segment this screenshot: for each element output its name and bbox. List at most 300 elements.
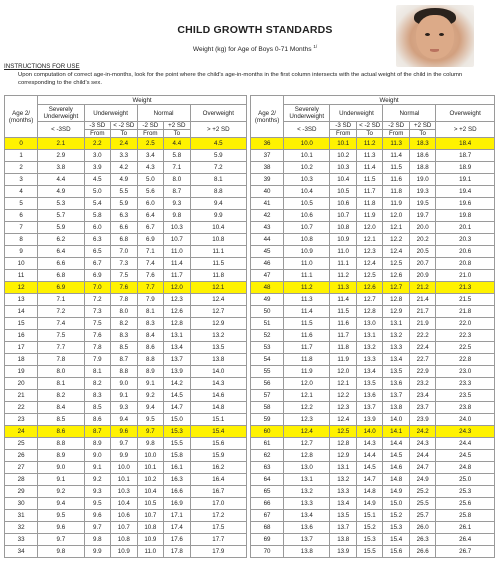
- weight-cell: 9.3: [164, 198, 191, 210]
- age-cell: 59: [251, 414, 284, 426]
- weight-cell: 8.6: [38, 426, 84, 438]
- lt-minus2-header: < -2 SD: [356, 122, 382, 130]
- age-cell: 41: [251, 198, 284, 210]
- weight-cell: 5.8: [164, 150, 191, 162]
- weight-cell: 11.3: [284, 294, 330, 306]
- weight-cell: 22.9: [409, 366, 435, 378]
- weight-cell: 11.4: [330, 294, 356, 306]
- weight-cell: 20.2: [409, 234, 435, 246]
- weight-cell: 19.3: [409, 186, 435, 198]
- weight-cell: 13.4: [356, 366, 382, 378]
- weight-cell: 13.7: [164, 354, 191, 366]
- weight-cell: 15.2: [356, 522, 382, 534]
- weight-cell: 4.4: [38, 174, 84, 186]
- table-row: [5, 498, 247, 510]
- table-row: [251, 270, 495, 282]
- age-cell: 39: [251, 174, 284, 186]
- weight-cell: 10.0: [111, 462, 138, 474]
- weight-cell: 12.8: [383, 294, 409, 306]
- table-row: [251, 138, 495, 150]
- weight-cell: 11.9: [383, 198, 409, 210]
- weight-cell: 10.9: [111, 546, 138, 558]
- table-row: [251, 342, 495, 354]
- weight-cell: 14.1: [383, 426, 409, 438]
- severely-underweight-header: Severely Underweight: [284, 105, 330, 122]
- weight-cell: 8.3: [111, 330, 138, 342]
- weight-cell: 13.6: [383, 378, 409, 390]
- age-cell: 7: [5, 222, 38, 234]
- weight-cell: 12.1: [330, 378, 356, 390]
- weight-cell: 8.5: [84, 402, 111, 414]
- weight-cell: 24.4: [436, 438, 495, 450]
- weight-cell: 8.3: [84, 390, 111, 402]
- page-header: [0, 0, 500, 68]
- weight-cell: 18.9: [436, 162, 495, 174]
- age-cell: 38: [251, 162, 284, 174]
- weight-cell: 7.2: [190, 162, 246, 174]
- weight-cell: 19.5: [409, 198, 435, 210]
- weight-cell: 8.7: [111, 354, 138, 366]
- weight-cell: 9.4: [137, 402, 164, 414]
- table-row: [5, 366, 247, 378]
- weight-cell: 2.2: [84, 138, 111, 150]
- weight-cell: 12.3: [356, 246, 382, 258]
- weight-cell: 12.6: [356, 282, 382, 294]
- age-cell: 27: [5, 462, 38, 474]
- weight-cell: 11.4: [284, 306, 330, 318]
- weight-cell: 23.5: [436, 390, 495, 402]
- weight-cell: 14.4: [356, 450, 382, 462]
- weight-cell: 8.6: [137, 342, 164, 354]
- weight-cell: 9.6: [84, 510, 111, 522]
- table-row: [251, 294, 495, 306]
- weight-cell: 2.5: [137, 138, 164, 150]
- to-header: To: [356, 130, 382, 138]
- weight-cell: 13.4: [164, 342, 191, 354]
- weight-cell: 9.5: [137, 414, 164, 426]
- weight-cell: 12.6: [383, 270, 409, 282]
- weight-cell: 9.9: [111, 450, 138, 462]
- weight-cell: 11.4: [356, 162, 382, 174]
- age-cell: 63: [251, 462, 284, 474]
- weight-cell: 24.7: [409, 462, 435, 474]
- age-cell: 32: [5, 522, 38, 534]
- weight-cell: 12.4: [284, 426, 330, 438]
- weight-header: Weight: [38, 96, 247, 105]
- weight-cell: 18.4: [436, 138, 495, 150]
- weight-cell: 11.1: [284, 270, 330, 282]
- table-row: [251, 366, 495, 378]
- weight-cell: 18.3: [409, 138, 435, 150]
- from-header: From: [137, 130, 164, 138]
- weight-cell: 12.1: [190, 282, 246, 294]
- weight-cell: 7.3: [84, 306, 111, 318]
- weight-cell: 4.5: [84, 174, 111, 186]
- age-cell: 2: [5, 162, 38, 174]
- weight-cell: 7.8: [111, 294, 138, 306]
- weight-cell: 9.1: [38, 474, 84, 486]
- weight-cell: 23.3: [436, 378, 495, 390]
- weight-cell: 8.4: [137, 330, 164, 342]
- weight-cell: 13.5: [190, 342, 246, 354]
- weight-cell: 23.7: [409, 402, 435, 414]
- weight-cell: 9.7: [38, 534, 84, 546]
- weight-cell: 10.7: [137, 510, 164, 522]
- weight-cell: 21.7: [409, 306, 435, 318]
- table-row: [251, 174, 495, 186]
- weight-cell: 12.0: [383, 210, 409, 222]
- weight-cell: 8.2: [84, 378, 111, 390]
- age-cell: 68: [251, 522, 284, 534]
- age-cell: 18: [5, 354, 38, 366]
- weight-cell: 13.3: [330, 486, 356, 498]
- page-title: CHILD GROWTH STANDARDS: [177, 24, 333, 36]
- weight-cell: 13.4: [383, 354, 409, 366]
- from-header: From: [330, 130, 356, 138]
- weight-cell: 11.1: [330, 258, 356, 270]
- table-row: [251, 462, 495, 474]
- weight-cell: 12.7: [356, 294, 382, 306]
- weight-cell: 15.3: [164, 426, 191, 438]
- weight-cell: 10.4: [111, 498, 138, 510]
- weight-cell: 22.8: [436, 354, 495, 366]
- age-cell: 66: [251, 498, 284, 510]
- age-cell: 61: [251, 438, 284, 450]
- weight-cell: 16.4: [190, 474, 246, 486]
- weight-cell: 26.7: [436, 546, 495, 558]
- weight-cell: 5.0: [137, 174, 164, 186]
- weight-cell: 3.9: [84, 162, 111, 174]
- weight-cell: 5.9: [190, 150, 246, 162]
- weight-cell: 13.2: [330, 474, 356, 486]
- weight-cell: 19.7: [409, 210, 435, 222]
- weight-cell: 20.5: [409, 246, 435, 258]
- table-row: [251, 162, 495, 174]
- table-row: [251, 186, 495, 198]
- age-cell: 6: [5, 210, 38, 222]
- weight-cell: 25.3: [436, 486, 495, 498]
- weight-cell: 12.7: [284, 438, 330, 450]
- weight-cell: 17.7: [190, 534, 246, 546]
- weight-cell: 12.5: [356, 270, 382, 282]
- table-row: [5, 330, 247, 342]
- age-cell: 3: [5, 174, 38, 186]
- weight-cell: 13.3: [284, 498, 330, 510]
- baby-photo-icon: [396, 5, 474, 67]
- table-row: [5, 474, 247, 486]
- age-cell: 55: [251, 366, 284, 378]
- table-row: [5, 138, 247, 150]
- weight-cell: 16.6: [164, 486, 191, 498]
- weight-table-right: [250, 95, 495, 558]
- age-cell: 67: [251, 510, 284, 522]
- weight-cell: 18.8: [409, 162, 435, 174]
- weight-cell: 12.5: [383, 258, 409, 270]
- weight-cell: 8.7: [164, 186, 191, 198]
- weight-cell: 8.1: [137, 306, 164, 318]
- weight-cell: 21.8: [436, 306, 495, 318]
- weight-cell: 7.1: [137, 246, 164, 258]
- weight-cell: 10.9: [284, 246, 330, 258]
- weight-cell: 22.7: [409, 354, 435, 366]
- weight-cell: 11.7: [356, 186, 382, 198]
- weight-cell: 4.9: [111, 174, 138, 186]
- table-row: [5, 414, 247, 426]
- table-row: [5, 222, 247, 234]
- weight-cell: 8.8: [111, 366, 138, 378]
- weight-cell: 12.2: [330, 390, 356, 402]
- weight-cell: 12.3: [284, 414, 330, 426]
- weight-cell: 23.0: [436, 366, 495, 378]
- weight-cell: 20.7: [409, 258, 435, 270]
- age-cell: 46: [251, 258, 284, 270]
- weight-cell: 15.1: [356, 510, 382, 522]
- minus2-header: -2 SD: [383, 122, 409, 130]
- weight-cell: 8.1: [190, 174, 246, 186]
- table-row: [5, 150, 247, 162]
- table-row: [5, 174, 247, 186]
- weight-cell: 17.1: [164, 510, 191, 522]
- normal-header: Normal: [383, 105, 436, 122]
- age-cell: 44: [251, 234, 284, 246]
- age-cell: 28: [5, 474, 38, 486]
- table-row: [5, 510, 247, 522]
- weight-cell: 22.0: [436, 318, 495, 330]
- weight-cell: 23.8: [436, 402, 495, 414]
- weight-cell: 9.6: [111, 426, 138, 438]
- weight-cell: 10.5: [137, 498, 164, 510]
- age-cell: 4: [5, 186, 38, 198]
- weight-cell: 11.1: [190, 246, 246, 258]
- weight-cell: 16.1: [164, 462, 191, 474]
- weight-cell: 11.0: [164, 246, 191, 258]
- weight-cell: 12.6: [164, 306, 191, 318]
- age-cell: 49: [251, 294, 284, 306]
- table-row: [251, 210, 495, 222]
- weight-cell: 7.0: [84, 282, 111, 294]
- weight-cell: 12.3: [164, 294, 191, 306]
- weight-cell: 11.5: [284, 318, 330, 330]
- weight-cell: 13.8: [284, 546, 330, 558]
- weight-cell: 10.1: [111, 474, 138, 486]
- weight-cell: 16.2: [190, 462, 246, 474]
- from-header: From: [84, 130, 111, 138]
- age-cell: 60: [251, 426, 284, 438]
- weight-cell: 8.7: [84, 426, 111, 438]
- weight-cell: 13.8: [330, 534, 356, 546]
- weight-cell: 7.1: [38, 294, 84, 306]
- weight-cell: 11.8: [190, 270, 246, 282]
- age-cell: 1: [5, 150, 38, 162]
- weight-cell: 15.6: [383, 546, 409, 558]
- weight-cell: 7.8: [84, 342, 111, 354]
- age-cell: 19: [5, 366, 38, 378]
- weight-cell: 12.1: [383, 222, 409, 234]
- weight-cell: 13.8: [190, 354, 246, 366]
- age-cell: 11: [5, 270, 38, 282]
- age-cell: 51: [251, 318, 284, 330]
- weight-cell: 11.8: [330, 342, 356, 354]
- age-cell: 54: [251, 354, 284, 366]
- weight-cell: 10.4: [190, 222, 246, 234]
- weight-cell: 8.9: [84, 438, 111, 450]
- age-cell: 31: [5, 510, 38, 522]
- age-cell: 48: [251, 282, 284, 294]
- weight-cell: 17.9: [190, 546, 246, 558]
- weight-cell: 20.0: [409, 222, 435, 234]
- weight-cell: 13.7: [284, 534, 330, 546]
- weight-cell: 9.7: [84, 522, 111, 534]
- weight-cell: 6.3: [111, 210, 138, 222]
- weight-cell: 26.0: [409, 522, 435, 534]
- weight-cell: 7.6: [111, 282, 138, 294]
- weight-cell: 12.2: [284, 402, 330, 414]
- weight-cell: 12.0: [330, 366, 356, 378]
- age-cell: 70: [251, 546, 284, 558]
- normal-header: Normal: [137, 105, 190, 122]
- weight-cell: 11.6: [383, 174, 409, 186]
- table-row: [5, 378, 247, 390]
- weight-cell: 20.6: [436, 246, 495, 258]
- age-cell: 45: [251, 246, 284, 258]
- weight-cell: 9.9: [84, 546, 111, 558]
- weight-cell: 12.3: [330, 402, 356, 414]
- weight-cell: 14.9: [383, 486, 409, 498]
- weight-cell: 10.8: [111, 534, 138, 546]
- weight-cell: 13.9: [330, 546, 356, 558]
- table-row: [5, 306, 247, 318]
- table-row: [251, 450, 495, 462]
- weight-cell: 14.2: [164, 378, 191, 390]
- weight-cell: 24.3: [409, 438, 435, 450]
- weight-cell: 12.7: [383, 282, 409, 294]
- weight-cell: 10.9: [137, 534, 164, 546]
- weight-cell: 14.7: [356, 474, 382, 486]
- right-table-body: [251, 138, 495, 558]
- weight-cell: 20.3: [436, 234, 495, 246]
- age-cell: 58: [251, 402, 284, 414]
- weight-cell: 10.8: [284, 234, 330, 246]
- weight-cell: 11.8: [284, 354, 330, 366]
- age-cell: 5: [5, 198, 38, 210]
- weight-cell: 19.8: [436, 210, 495, 222]
- weight-cell: 9.2: [137, 390, 164, 402]
- weight-cell: 14.6: [190, 390, 246, 402]
- weight-cell: 18.6: [409, 150, 435, 162]
- weight-cell: 14.8: [383, 474, 409, 486]
- weight-cell: 11.3: [383, 138, 409, 150]
- weight-cell: 22.5: [436, 342, 495, 354]
- lt-minus3-header: < -3SD: [38, 122, 84, 138]
- table-row: [5, 246, 247, 258]
- weight-cell: 10.7: [284, 222, 330, 234]
- weight-cell: 15.2: [383, 510, 409, 522]
- age-cell: 16: [5, 330, 38, 342]
- table-row: [251, 438, 495, 450]
- weight-cell: 8.5: [38, 414, 84, 426]
- weight-cell: 8.5: [111, 342, 138, 354]
- weight-cell: 10.7: [330, 210, 356, 222]
- table-row: [5, 318, 247, 330]
- underweight-header: Underweight: [84, 105, 137, 122]
- weight-cell: 10.2: [330, 150, 356, 162]
- weight-cell: 13.1: [284, 474, 330, 486]
- weight-cell: 7.5: [111, 270, 138, 282]
- weight-cell: 13.9: [356, 414, 382, 426]
- weight-cell: 3.0: [84, 150, 111, 162]
- table-row: [251, 546, 495, 558]
- table-row: [5, 294, 247, 306]
- weight-cell: 13.3: [383, 342, 409, 354]
- weight-cell: 9.0: [38, 462, 84, 474]
- weight-cell: 10.1: [137, 462, 164, 474]
- weight-cell: 15.3: [356, 534, 382, 546]
- table-row: [251, 474, 495, 486]
- weight-cell: 7.1: [164, 162, 191, 174]
- weight-cell: 11.0: [284, 258, 330, 270]
- weight-cell: 15.5: [356, 546, 382, 558]
- weight-cell: 17.0: [190, 498, 246, 510]
- weight-cell: 21.2: [409, 282, 435, 294]
- weight-cell: 11.3: [356, 150, 382, 162]
- weight-cell: 24.0: [436, 414, 495, 426]
- weight-cell: 14.6: [383, 462, 409, 474]
- weight-cell: 26.1: [436, 522, 495, 534]
- weight-cell: 7.5: [84, 318, 111, 330]
- weight-cell: 14.3: [190, 378, 246, 390]
- weight-cell: 11.4: [164, 258, 191, 270]
- lt-minus3-header: < -3SD: [284, 122, 330, 138]
- table-row: [251, 198, 495, 210]
- weight-cell: 19.6: [436, 198, 495, 210]
- weight-cell: 15.3: [383, 522, 409, 534]
- age-cell: 29: [5, 486, 38, 498]
- weight-cell: 5.6: [137, 186, 164, 198]
- weight-cell: 10.9: [330, 234, 356, 246]
- age-cell: 12: [5, 282, 38, 294]
- weight-cell: 13.2: [284, 486, 330, 498]
- age-cell: 30: [5, 498, 38, 510]
- to-header: To: [164, 130, 191, 138]
- age-cell: 36: [251, 138, 284, 150]
- age-cell: 13: [5, 294, 38, 306]
- table-row: [5, 486, 247, 498]
- overweight-header: Overweight: [436, 105, 495, 122]
- weight-cell: 10.3: [164, 222, 191, 234]
- table-row: [5, 438, 247, 450]
- weight-cell: 15.4: [190, 426, 246, 438]
- weight-cell: 12.4: [356, 258, 382, 270]
- weight-cell: 10.7: [164, 234, 191, 246]
- weight-cell: 16.7: [190, 486, 246, 498]
- severely-underweight-header: Severely Underweight: [38, 105, 84, 122]
- weight-cell: 12.8: [356, 306, 382, 318]
- weight-cell: 7.9: [84, 354, 111, 366]
- weight-cell: 12.8: [164, 318, 191, 330]
- weight-cell: 3.3: [111, 150, 138, 162]
- age-cell: 15: [5, 318, 38, 330]
- weight-cell: 6.0: [137, 198, 164, 210]
- weight-cell: 11.0: [330, 246, 356, 258]
- age-cell: 25: [5, 438, 38, 450]
- weight-cell: 9.4: [38, 498, 84, 510]
- weight-cell: 11.5: [383, 162, 409, 174]
- weight-cell: 25.5: [409, 498, 435, 510]
- age-cell: 33: [5, 534, 38, 546]
- weight-cell: 11.2: [284, 282, 330, 294]
- age-cell: 0: [5, 138, 38, 150]
- weight-cell: 10.4: [137, 486, 164, 498]
